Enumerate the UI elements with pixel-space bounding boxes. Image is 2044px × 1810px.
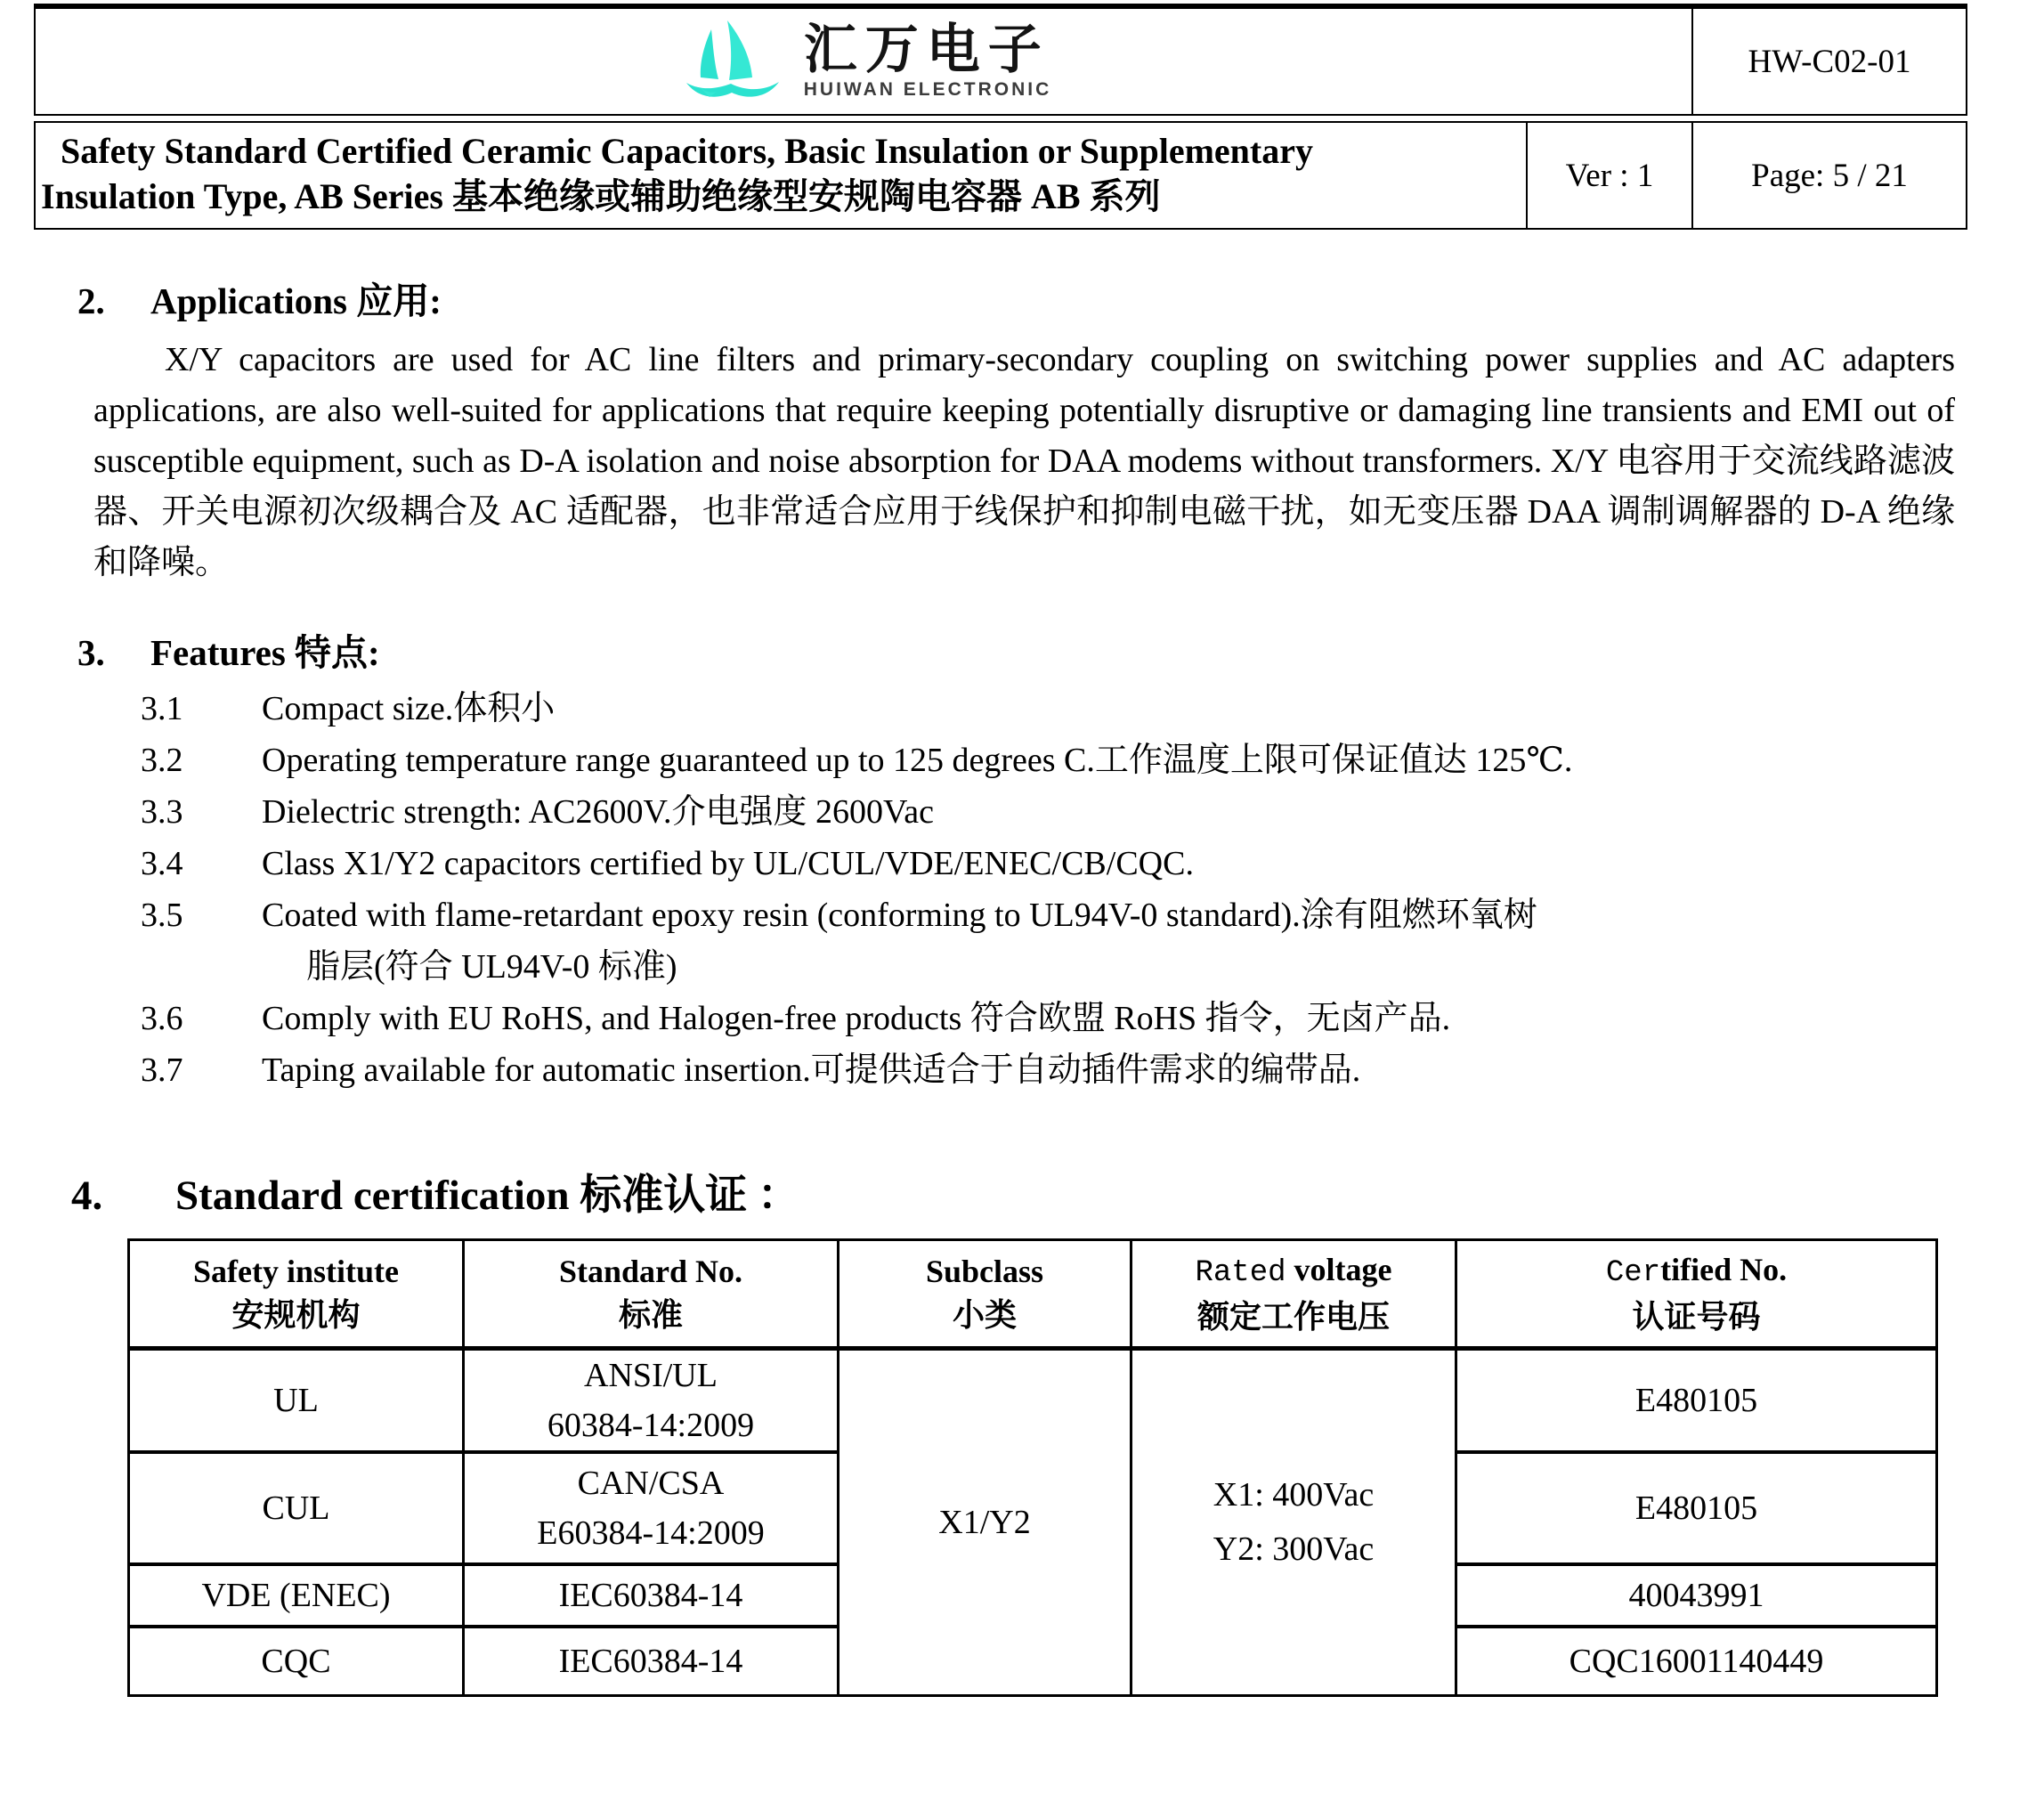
section-number: 2. <box>77 280 105 321</box>
feature-item-text: Taping available for automatic insertion.可提供适合于自动插件需求的编带品. <box>262 1051 1361 1089</box>
logo-company-name-en: HUIWAN ELECTRONIC <box>803 78 1052 100</box>
section-heading-text: Features 特点: <box>150 632 380 673</box>
standard-no-line1: ANSI/UL <box>584 1357 718 1394</box>
logo-text-block <box>803 19 1052 101</box>
certified-no-cell: E480105 <box>1456 1349 1937 1453</box>
feature-item-3-6 <box>141 993 2044 1044</box>
section-features-heading <box>77 631 2044 674</box>
certified-no-cell: 40043991 <box>1456 1564 1937 1627</box>
header-label-light-part: Cer <box>1605 1256 1661 1290</box>
header-label-en <box>1457 1248 1935 1295</box>
standard-no-cell <box>464 1349 839 1453</box>
institute-cell: CQC <box>129 1627 464 1696</box>
certification-table <box>127 1238 1938 1697</box>
rated-voltage-x1: X1: 400Vac <box>1213 1476 1375 1514</box>
institute-cell: CUL <box>129 1452 464 1564</box>
feature-item-3-5 <box>141 889 2044 993</box>
feature-item-text: Dielectric strength: AC2600V.介电强度 2600Vac <box>262 793 934 831</box>
header-title-row <box>35 122 1967 229</box>
feature-item-number: 3.2 <box>141 742 183 779</box>
header-label-cn: 额定工作电压 <box>1196 1299 1390 1335</box>
standard-no-line1: CAN/CSA <box>577 1465 725 1502</box>
header-label-bold-part: voltage <box>1294 1252 1392 1287</box>
header-label-cn: 小类 <box>952 1297 1017 1333</box>
header-label-en: Subclass <box>925 1254 1044 1289</box>
institute-cell: VDE (ENEC) <box>129 1564 464 1627</box>
feature-item-text-line1: Coated with flame-retardant epoxy resin (conforming to UL94V-0 standard).涂有阻燃环氧树 <box>262 897 1537 934</box>
rated-voltage-cell <box>1132 1349 1456 1696</box>
feature-item-text <box>262 889 1537 993</box>
column-header-standard-no <box>464 1240 839 1349</box>
header-label-en: Safety institute <box>193 1254 399 1289</box>
header-title-table <box>34 121 1967 230</box>
logo-company-name-cn: 汇万电子 <box>803 19 1050 79</box>
certified-no-cell: CQC16001140449 <box>1456 1627 1937 1696</box>
institute-cell: UL <box>129 1349 464 1453</box>
feature-item-number: 3.7 <box>141 1051 183 1089</box>
section-number: 3. <box>77 632 105 673</box>
header-label-cn: 认证号码 <box>1632 1299 1761 1335</box>
column-header-certified-no <box>1456 1240 1937 1349</box>
feature-item-text: Operating temperature range guaranteed up to 125 degrees C.工作温度上限可保证值达 125℃. <box>262 742 1573 779</box>
document-title-line2: Insulation Type, AB Series 基本绝缘或辅助绝缘型安规陶电容器 AB 系列 <box>41 176 1161 216</box>
section-heading-text: Applications 应用: <box>150 280 442 321</box>
header-label-en <box>1132 1248 1455 1295</box>
version-cell: Ver : 1 <box>1527 122 1692 229</box>
standard-no-line2: E60384-14:2009 <box>537 1514 765 1552</box>
feature-item-3-4 <box>141 838 2044 889</box>
standard-no-cell: IEC60384-14 <box>464 1627 839 1696</box>
rated-voltage-values <box>1213 1468 1374 1577</box>
section-applications-heading <box>77 280 2044 322</box>
feature-item-text-line2: 脂层(符合 UL94V-0 标准) <box>306 948 677 986</box>
title-cell <box>35 122 1527 229</box>
header-label-cn: 安规机构 <box>231 1297 361 1333</box>
feature-item-text: Compact size.体积小 <box>262 690 556 727</box>
feature-item-text: Comply with EU RoHS, and Halogen-free products 符合欧盟 RoHS 指令，无卤产品. <box>262 1000 1451 1037</box>
subclass-cell: X1/Y2 <box>839 1349 1132 1696</box>
feature-item-number: 3.3 <box>141 793 183 831</box>
feature-item-3-7 <box>141 1044 2044 1096</box>
feature-item-3-2 <box>141 735 2044 786</box>
page-number-cell: Page: 5 / 21 <box>1692 122 1967 229</box>
features-list <box>0 683 2044 1096</box>
feature-item-3-3 <box>141 786 2044 838</box>
document-title-line1: Safety Standard Certified Ceramic Capacitors, Basic Insulation or Supplementary <box>61 131 1313 171</box>
feature-item-number: 3.1 <box>141 690 183 727</box>
header-label-light-part: Rated <box>1195 1256 1286 1290</box>
company-logo <box>676 17 1052 107</box>
logo-cell <box>35 6 1692 115</box>
header-label-en: Standard No. <box>558 1254 743 1289</box>
feature-item-3-1 <box>141 683 2044 735</box>
doc-number-cell: HW-C02-01 <box>1692 6 1967 115</box>
feature-item-number: 3.6 <box>141 1000 183 1037</box>
column-header-safety-institute <box>129 1240 464 1349</box>
feature-item-number: 3.4 <box>141 845 183 882</box>
standard-no-cell: IEC60384-14 <box>464 1564 839 1627</box>
header-label-cn: 标准 <box>618 1297 683 1333</box>
table-row-ul <box>129 1349 1937 1453</box>
applications-paragraph: X/Y capacitors are used for AC line filters and primary-secondary coupling on switching power supplies and AC adapters applications, are also well-suited for applications that require keeping potentially disruptive or damaging line transients and EMI out of susceptible equipment, such as D-A isolation and noise absorption for DAA modems without transformers. X/Y 电容用于交流线路滤波器、开关电源初次级耦合及 AC 适配器，也非常适合应用于线保护和抑制电磁干扰，如无变压器 DAA 调制调解器的 D-A 绝缘和降噪。 <box>93 341 1955 581</box>
section-number: 4. <box>71 1173 103 1219</box>
feature-item-number: 3.5 <box>141 897 183 934</box>
section-heading-text: Standard certification 标准认证 ： <box>175 1173 800 1219</box>
standard-no-cell <box>464 1452 839 1564</box>
feature-item-text: Class X1/Y2 capacitors certified by UL/CUL/VDE/ENEC/CB/CQC. <box>262 845 1194 882</box>
section-certification-heading <box>71 1171 2044 1221</box>
header-top-table <box>34 4 1967 116</box>
standard-no-line2: 60384-14:2009 <box>547 1407 755 1444</box>
header-label-bold-part: tified No. <box>1660 1252 1788 1287</box>
column-header-rated-voltage <box>1132 1240 1456 1349</box>
table-header-row <box>129 1240 1937 1349</box>
certified-no-cell: E480105 <box>1456 1452 1937 1564</box>
header-top-row <box>35 6 1967 115</box>
column-header-subclass <box>839 1240 1132 1349</box>
sailboat-logo-icon <box>676 17 790 107</box>
rated-voltage-y2: Y2: 300Vac <box>1213 1530 1375 1568</box>
